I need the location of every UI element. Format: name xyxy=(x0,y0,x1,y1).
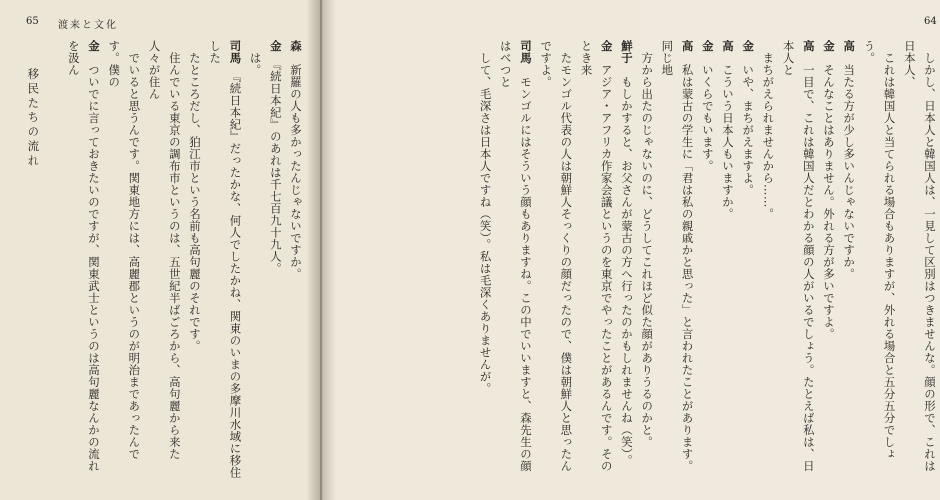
dialogue-line xyxy=(286,40,306,480)
dialogue-line xyxy=(758,40,778,480)
speaker-name: 森 xyxy=(289,40,303,52)
line-text: は。 xyxy=(248,52,263,76)
line-text: いくらでもいます。 xyxy=(700,64,715,172)
dialogue-line xyxy=(698,40,718,480)
line-text: アジア・アフリカ作家会議というのを東京でやったことがあるんです。そのとき来 xyxy=(579,40,614,472)
dialogue-line xyxy=(0,40,3,480)
speaker-name: 金 xyxy=(86,40,101,52)
line-text: 新羅の人も多かったんじゃないですか。 xyxy=(289,64,303,280)
dialogue-line xyxy=(576,40,616,480)
line-text: 一目で、これは韓国人だとわかる顔の人がいるでしょう。たとえば私は、日本人と xyxy=(781,40,816,472)
dialogue-line xyxy=(144,40,184,480)
line-text: 方から出たのじゃないのに、どうしてこれほど似た顔がありうるのかと。 xyxy=(640,52,655,448)
speaker-name: 金 xyxy=(700,40,715,52)
left-page-text xyxy=(28,40,306,480)
line-text: 私は蒙古の学生に「君は私の親戚かと思った」と言われたことがあります。同じ地 xyxy=(660,40,695,472)
speaker-name: 司馬 xyxy=(228,40,243,64)
speaker-name: 金 xyxy=(821,40,836,52)
dialogue-line xyxy=(185,40,205,480)
dialogue-line xyxy=(637,40,657,480)
dialogue-line xyxy=(617,40,637,480)
speaker-name: 金 xyxy=(741,40,756,52)
dialogue-line xyxy=(205,40,245,480)
dialogue-line xyxy=(64,40,104,480)
dialogue-line xyxy=(839,40,859,480)
blank-line xyxy=(43,40,63,480)
dialogue-line xyxy=(266,40,286,480)
page-number-right: 64 xyxy=(924,16,937,27)
line-text: これは韓国人と当てられる場合もありますが、外れる場合と五分五分でしょう。 xyxy=(862,40,897,460)
line-text: でいると思うんです。関東地方には、高麗郡というのが明治まであったんです。僕の xyxy=(107,40,142,460)
dialogue-line xyxy=(104,40,144,480)
dialogue-line xyxy=(475,40,495,480)
dialogue-line xyxy=(778,40,818,480)
speaker-name: 高 xyxy=(801,40,816,52)
book-gutter xyxy=(306,0,336,500)
speaker-name: 金 xyxy=(268,40,283,52)
right-page-text xyxy=(478,40,940,480)
left-page xyxy=(0,0,318,500)
line-text: こういう日本人もいますか。 xyxy=(720,64,735,220)
section-title: 移民たちの流れ xyxy=(26,68,41,169)
blank-line xyxy=(3,40,23,480)
line-text: いや、まちがえますよ。 xyxy=(741,64,756,196)
line-text: もしかすると、お父さんが蒙古の方へ行ったのかもしれませんね（笑）。 xyxy=(619,76,634,467)
dialogue-line xyxy=(496,40,536,480)
line-text: まちがえられませんから……。 xyxy=(761,52,776,220)
right-page xyxy=(322,0,937,500)
running-head: 渡来と文化 xyxy=(58,20,118,31)
dialogue-line xyxy=(536,40,576,480)
dialogue-line xyxy=(657,40,697,480)
speaker-name: 金 xyxy=(599,40,614,52)
dialogue-line xyxy=(718,40,738,480)
line-text: たモンゴル代表の人は朝鮮人そっくりの顔だったので、僕は朝鮮人と思ったんですよ。 xyxy=(539,40,574,472)
line-text: しかし、日本人と韓国人は、一見して区別はつきませんな。顔の形で、これは日本人、 xyxy=(902,40,937,472)
line-text: 住んでいる東京の調布市というのは、五世紀半ばごろから、高句麗から来た人々が住ん xyxy=(147,40,182,460)
speaker-name: 高 xyxy=(680,40,695,52)
speaker-name: 鮮于 xyxy=(619,40,634,64)
dialogue-line xyxy=(738,40,758,480)
line-text: そんなことはありません。外れる方が多いですよ。 xyxy=(821,64,836,340)
line-text: たところだし、狛江市という名前も高句麗のそれです。 xyxy=(187,52,202,352)
line-text: ついでに言っておきたいのですが、関東武士というのは高句麗なんかの流れを汲ん xyxy=(66,40,101,472)
page-number-left: 65 xyxy=(26,16,39,27)
line-text: 『続日本紀』だったかな、何人でしたかね、関東のいまの多摩川水域に移住した xyxy=(208,40,243,479)
dialogue-line xyxy=(245,40,265,480)
line-text: 『続日本紀』のあれは千七百九十九人。 xyxy=(268,64,283,275)
line-text: して、毛深さは日本人ですね（笑）。私は毛深くありませんが。 xyxy=(478,52,493,395)
line-text: 当たる方が少し多いんじゃないですか。 xyxy=(842,64,857,280)
speaker-name: 司馬 xyxy=(518,40,533,64)
speaker-name: 高 xyxy=(842,40,857,52)
dialogue-line xyxy=(900,40,940,480)
line-text: モンゴルにはそういう顔もありますね。この中でいいますと、森先生の顔はべつと xyxy=(498,40,533,472)
dialogue-line xyxy=(819,40,839,480)
dialogue-line xyxy=(859,40,899,480)
speaker-name: 高 xyxy=(720,40,735,52)
